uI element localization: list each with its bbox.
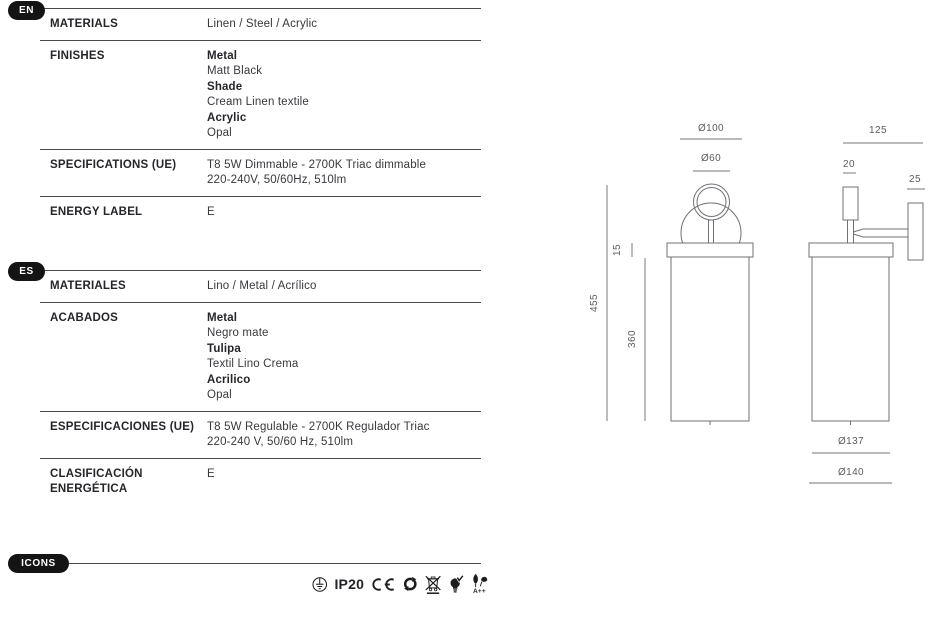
dim-shade-height: 360 bbox=[627, 330, 638, 348]
ring-inner-outline bbox=[697, 188, 726, 217]
dim-shade-top-diameter: Ø100 bbox=[697, 123, 725, 134]
spec-row bbox=[40, 41, 481, 150]
spec-value-line: T8 5W Regulable - 2700K Regulador Triac bbox=[207, 420, 430, 433]
spec-row-value bbox=[207, 158, 481, 189]
energy-leaf-icon bbox=[471, 573, 488, 595]
spec-value-line: Opal bbox=[207, 127, 232, 139]
certification-icons-row bbox=[312, 570, 488, 598]
spec-row-label: ENERGY LABEL bbox=[50, 205, 143, 218]
lamp-front-view bbox=[589, 123, 753, 425]
ring-outer-outline bbox=[694, 184, 730, 220]
spec-row-value bbox=[207, 467, 481, 498]
spec-row-label: SPECIFICATIONS (UE) bbox=[50, 158, 177, 171]
arm bbox=[850, 229, 908, 237]
es-language-badge: ES bbox=[8, 262, 45, 281]
spec-value-line: Opal bbox=[207, 389, 232, 401]
spec-row bbox=[40, 303, 481, 412]
dim-cap-height: 15 bbox=[612, 244, 623, 256]
energy-class-label: A++ bbox=[473, 588, 486, 595]
spec-row-value bbox=[207, 311, 481, 404]
dim-ring-diameter: Ø60 bbox=[700, 153, 722, 164]
dim-shade-diameter: Ø137 bbox=[837, 436, 865, 447]
spec-row-label: MATERIALES bbox=[50, 280, 126, 292]
spec-row-value bbox=[207, 49, 481, 142]
spec-value-line: E bbox=[207, 467, 215, 480]
spec-row-value bbox=[207, 17, 481, 33]
dim-total-height: 455 bbox=[589, 294, 600, 312]
bulb-check-icon bbox=[449, 574, 464, 595]
spec-value-line: 220-240V, 50/60Hz, 510lm bbox=[207, 174, 347, 186]
spec-value-line: Negro mate bbox=[207, 327, 269, 339]
spec-row-label: ESPECIFICACIONES (UE) bbox=[50, 420, 195, 433]
spec-value-line: Lino / Metal / Acrílico bbox=[207, 280, 317, 292]
dim-rod-width: 20 bbox=[843, 159, 855, 170]
spec-row-label: FINISHES bbox=[50, 49, 105, 62]
wall-plate bbox=[908, 203, 923, 260]
spec-value-line: Acrilico bbox=[207, 373, 251, 386]
cap-front bbox=[667, 243, 753, 257]
technical-drawing bbox=[580, 110, 934, 500]
protective-earth-icon bbox=[312, 575, 327, 594]
shade-side bbox=[812, 257, 889, 421]
spec-value-line: Matt Black bbox=[207, 65, 263, 77]
spec-row-label: CLASIFICACIÓN ENERGÉTICA bbox=[50, 467, 143, 495]
spec-value-line: 220-240 V, 50/60 Hz, 510lm bbox=[207, 436, 354, 448]
en-language-badge: EN bbox=[8, 1, 45, 20]
green-dot-recycle-icon bbox=[403, 576, 418, 592]
ip-rating-label: IP20 bbox=[334, 576, 365, 592]
spec-row bbox=[40, 412, 481, 459]
spec-row-value bbox=[207, 205, 481, 221]
spec-row bbox=[40, 150, 481, 197]
icons-badge: ICONS bbox=[8, 554, 69, 573]
spec-row-label: MATERIALS bbox=[50, 18, 119, 30]
spec-value-line: Linen / Steel / Acrylic bbox=[207, 18, 318, 30]
spec-row bbox=[40, 459, 481, 505]
spec-value-line: Cream Linen textile bbox=[207, 96, 309, 108]
spec-row bbox=[40, 197, 481, 228]
spec-row-value bbox=[207, 279, 481, 295]
spec-row-value bbox=[207, 420, 481, 451]
spec-value-line: Metal bbox=[207, 311, 238, 324]
spec-row bbox=[40, 9, 481, 41]
spec-value-line: Shade bbox=[207, 80, 243, 93]
spec-value-line: E bbox=[207, 205, 215, 218]
stem-front bbox=[709, 220, 714, 243]
shade-front bbox=[671, 257, 749, 421]
spec-row bbox=[40, 271, 481, 303]
spec-table-en bbox=[40, 8, 481, 227]
rod-side bbox=[843, 187, 858, 220]
cap-side bbox=[809, 243, 893, 257]
dim-arm-length: 125 bbox=[869, 125, 887, 136]
dim-wall-plate-depth: 25 bbox=[909, 174, 921, 185]
ce-mark-icon bbox=[371, 577, 396, 592]
icons-rule bbox=[40, 563, 481, 564]
weee-bin-icon bbox=[424, 573, 442, 596]
spec-row-label: ACABADOS bbox=[50, 311, 119, 324]
spec-value-line: Metal bbox=[207, 49, 238, 62]
spec-value-line: T8 5W Dimmable - 2700K Triac dimmable bbox=[207, 158, 427, 171]
dim-cap-diameter: Ø140 bbox=[837, 467, 865, 478]
spec-value-line: Textil Lino Crema bbox=[207, 358, 299, 370]
spec-value-line: Tulipa bbox=[207, 342, 241, 355]
spec-value-line: Acrylic bbox=[207, 111, 247, 124]
lamp-side-view bbox=[809, 125, 925, 483]
stem-side bbox=[848, 220, 854, 243]
spec-table-es bbox=[40, 270, 481, 505]
